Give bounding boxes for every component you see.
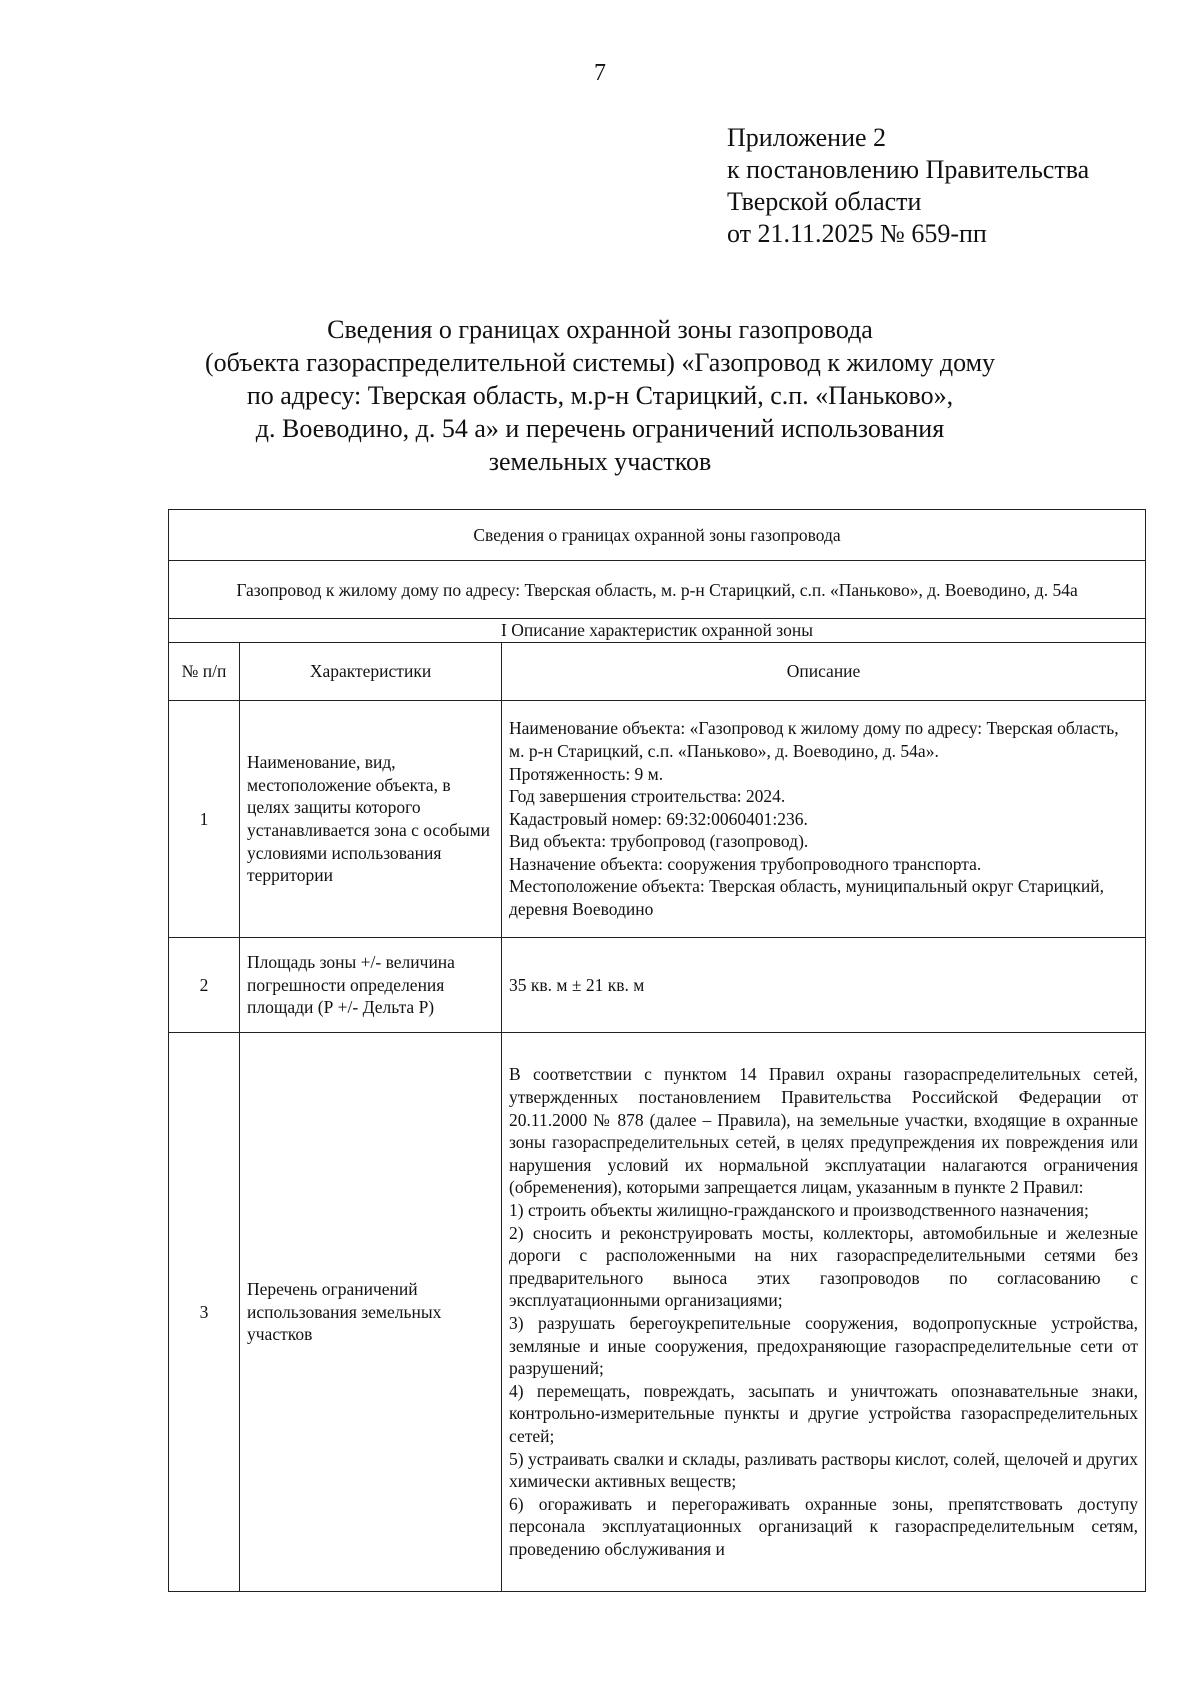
- description-line: Назначение объекта: сооружения трубопроводного транспорта.: [509, 853, 982, 874]
- row-number: 3: [169, 1033, 240, 1592]
- object-name: Газопровод к жилому дому по адресу: Тверская область, м. р-н Старицкий, с.п. «Паньково», д. Воеводино, д. 54а: [169, 561, 1146, 619]
- restriction-item: 4) перемещать, повреждать, засыпать и уничтожать опознавательные знаки, контрольно-измерительные пункты и другие устройства газораспределительных сетей;: [509, 1380, 1139, 1446]
- description-line: Протяженность: 9 м.: [509, 763, 664, 784]
- column-header-characteristics: Характеристики: [240, 643, 502, 701]
- description-line: Кадастровый номер: 69:32:0060401:236.: [509, 808, 808, 829]
- table-row: [169, 1033, 1146, 1592]
- restriction-item: 1) строить объекты жилищно-гражданского и производственного назначения;: [509, 1200, 1089, 1221]
- table-row: [169, 938, 1146, 1033]
- row-number: 2: [169, 938, 240, 1033]
- restriction-item: 3) разрушать берегоукрепительные сооружения, водопропускные устройства, земляные и иные сооружения, предохраняющие газораспределительные сети от разрушений;: [509, 1313, 1139, 1379]
- restriction-item: 5) устраивать свалки и склады, разливать растворы кислот, солей, щелочей и других химически активных веществ;: [509, 1448, 1139, 1492]
- appendix-line: к постановлению Правительства: [727, 155, 1090, 184]
- page-number: 7: [594, 60, 606, 86]
- description-line: Вид объекта: трубопровод (газопровод).: [509, 831, 809, 852]
- row-description: [502, 1033, 1146, 1592]
- title-line: Сведения о границах охранной зоны газопровода: [327, 315, 873, 344]
- appendix-line: от 21.11.2025 № 659-пп: [727, 219, 987, 248]
- column-header-description: Описание: [502, 643, 1146, 701]
- appendix-line: Приложение 2: [727, 123, 887, 152]
- table-row: [169, 701, 1146, 938]
- title-line: (объекта газораспределительной системы) «Газопровод к жилому дому: [204, 348, 996, 377]
- title-line: д. Воеводино, д. 54 а» и перечень ограничений использования: [255, 414, 945, 443]
- appendix-line: Тверской области: [727, 187, 922, 216]
- row-number: 1: [169, 701, 240, 938]
- restriction-item: 2) сносить и реконструировать мосты, коллекторы, автомобильные и железные дороги с расположенными на них газораспределительными сетями без предварительного выноса этих газопроводов по согласованию с эксплуатационными организациями;: [509, 1222, 1139, 1311]
- restriction-item: 6) огораживать и перегораживать охранные зоны, препятствовать доступу персонала эксплуатационных организаций к газораспределительным сетям, проведению обслуживания и: [509, 1493, 1139, 1559]
- description-line: Местоположение объекта: Тверская область, муниципальный округ Старицкий, деревня Воеводино: [509, 876, 1105, 920]
- restriction-paragraph: В соответствии с пунктом 14 Правил охраны газораспределительных сетей, утвержденных постановлением Правительства Российской Федерации от 20.11.2000 № 878 (далее – Правила), на земельные участки, входящие в охранные зоны газораспределительных сетей, в целях предупреждения их повреждения или нарушения условий их нормальной эксплуатации налагаются ограничения (обременения), которыми запрещается лицам, указанным в пункте 2 Правил:: [509, 1064, 1139, 1198]
- appendix-header: [727, 122, 1089, 250]
- protection-zone-table: [168, 509, 1146, 1592]
- row-description: [502, 701, 1146, 938]
- document-title: [150, 313, 1050, 478]
- column-header-number: № п/п: [169, 643, 240, 701]
- title-line: земельных участков: [488, 447, 712, 476]
- title-line: по адресу: Тверская область, м.р-н Старицкий, с.п. «Паньково»,: [246, 381, 954, 410]
- row-characteristic: Наименование, вид, местоположение объекта, в целях защиты которого устанавливается зона с особыми условиями использования территории: [240, 701, 502, 938]
- description-line: Год завершения строительства: 2024.: [509, 786, 786, 807]
- row-characteristic: Площадь зоны +/- величина погрешности определения площади (Р +/- Дельта Р): [240, 938, 502, 1033]
- row-description: 35 кв. м ± 21 кв. м: [502, 938, 1146, 1033]
- section-title: I Описание характеристик охранной зоны: [169, 619, 1146, 643]
- table-header: Сведения о границах охранной зоны газопровода: [169, 510, 1146, 561]
- description-line: Наименование объекта: «Газопровод к жилому дому по адресу: Тверская область, м. р-н Старицкий, с.п. «Паньково», д. Воеводино, д. 54а».: [509, 718, 1119, 761]
- row-characteristic: Перечень ограничений использования земельных участков: [240, 1033, 502, 1592]
